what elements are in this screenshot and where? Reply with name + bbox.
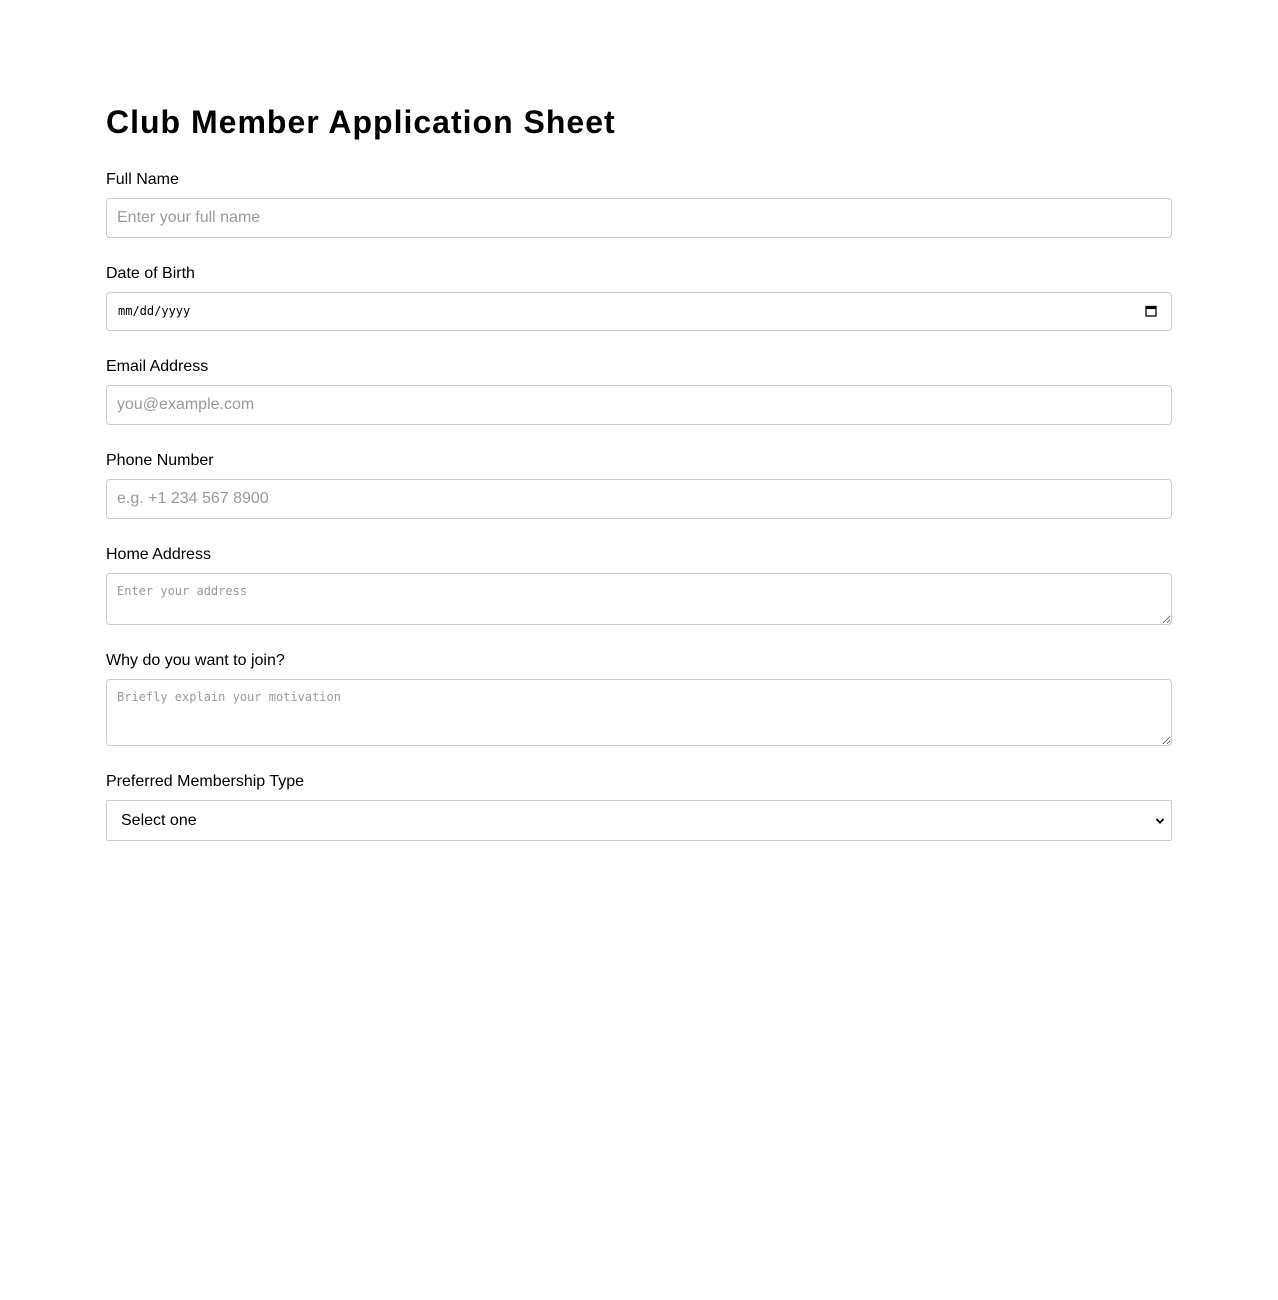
motivation-textarea[interactable] — [106, 679, 1172, 746]
date-of-birth-label: Date of Birth — [106, 265, 195, 282]
application-form — [106, 100, 1172, 841]
email-input[interactable] — [106, 385, 1172, 425]
membership-type-selected: Select one — [121, 812, 197, 829]
date-of-birth-input[interactable] — [106, 292, 1172, 331]
full-name-label: Full Name — [106, 171, 179, 188]
date-placeholder: mm/dd/yyyy — [118, 304, 191, 318]
full-name-input[interactable] — [106, 198, 1172, 238]
phone-label: Phone Number — [106, 452, 214, 469]
membership-type-label: Preferred Membership Type — [106, 773, 305, 790]
email-label: Email Address — [106, 358, 209, 375]
chevron-down-icon[interactable] — [1155, 816, 1165, 826]
calendar-icon[interactable] — [1145, 305, 1157, 317]
page-title: Club Member Application Sheet — [106, 104, 616, 140]
motivation-label: Why do you want to join? — [106, 652, 285, 669]
address-label: Home Address — [106, 546, 211, 563]
phone-input[interactable] — [106, 479, 1172, 519]
address-textarea[interactable] — [106, 573, 1172, 625]
membership-type-select[interactable] — [106, 800, 1172, 841]
